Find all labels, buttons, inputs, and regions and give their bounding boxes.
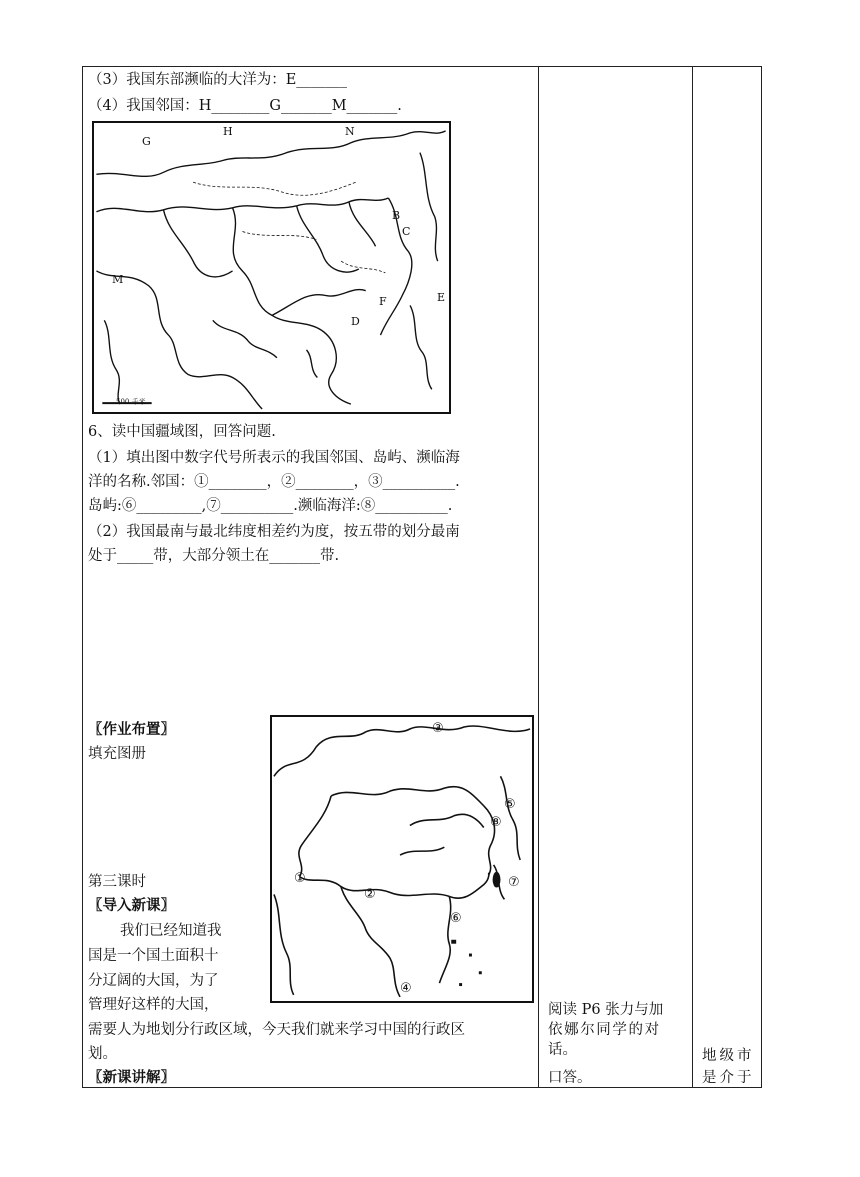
map-label-n: N [345, 125, 355, 138]
new-lesson-heading: 〖新课讲解〗 [88, 1069, 175, 1086]
map-label-h: H [223, 125, 233, 138]
map-label-c: C [402, 225, 411, 238]
question-6-1-line1: （1）填出图中数字代号所表示的我国邻国、岛屿、濒临海 [88, 450, 460, 466]
intro-heading: 〖导入新课〗 [88, 897, 175, 914]
student-activity-answer: 口答。 [548, 1070, 592, 1086]
intro-line-3: 分辽阔的大国，为了 [88, 973, 219, 989]
lesson-3-title: 第三课时 [88, 874, 146, 890]
china-territory-map [270, 715, 534, 1003]
column-divider-2 [692, 67, 693, 1087]
question-6-2-line2: 处于_____带，大部分领土在_______带. [88, 548, 340, 564]
asia-map-outline [94, 123, 449, 412]
map-scale: 500 千米 [116, 398, 146, 406]
question-4: （4）我国邻国：H________G_______M_______. [88, 98, 402, 114]
map-label-b: B [392, 209, 401, 222]
intro-line-5: 需要人为地划分行政区域，今天我们就来学习中国的行政区 [88, 1022, 465, 1038]
map2-label-3: ③ [432, 721, 444, 736]
china-map-outline [272, 717, 532, 1001]
map2-label-4: ④ [400, 981, 412, 996]
intro-line-1: 我们已经知道我 [120, 923, 222, 939]
student-activity-line-1: 阅读 P6 张力与加 [548, 1002, 664, 1018]
map2-label-5: ⑤ [504, 797, 516, 812]
question-6-1-line2: 洋的名称.邻国：①________，②________，③__________. [88, 474, 460, 490]
homework-text: 填充图册 [88, 746, 146, 762]
question-3: （3）我国东部濒临的大洋为：E_______ [88, 72, 348, 88]
map-label-f: F [379, 295, 387, 308]
question-6-title: 6、读中国疆域图，回答问题. [88, 424, 276, 440]
map2-label-6: ⑥ [450, 911, 462, 926]
intro-line-4: 管理好这样的大国， [88, 997, 219, 1013]
homework-heading: 〖作业布置〗 [88, 721, 175, 738]
student-activity-line-2: 依娜尔同学的对 [548, 1022, 661, 1038]
question-6-1-line3: 岛屿:⑥_________,⑦__________.濒临海洋:⑧__________. [88, 498, 453, 514]
intro-line-2: 国是一个国土面积十 [88, 948, 219, 964]
map2-label-7: ⑦ [508, 875, 520, 890]
notes-line-2: 是介于 [702, 1070, 755, 1086]
map2-label-8: ⑧ [490, 815, 502, 830]
intro-line-6: 划。 [88, 1046, 117, 1062]
map-label-g: G [142, 135, 151, 148]
column-divider-1 [538, 67, 539, 1087]
question-6-2-line1: （2）我国最南与最北纬度相差约为度，按五带的划分最南 [88, 524, 460, 540]
asia-map [92, 121, 451, 414]
notes-line-1: 地级市 [702, 1048, 755, 1064]
map-label-e: E [437, 291, 446, 304]
map-label-m: M [112, 273, 124, 286]
map2-label-2: ② [364, 887, 376, 902]
map2-label-1: ① [294, 871, 306, 886]
map-label-d: D [351, 315, 360, 328]
student-activity-line-3: 话。 [548, 1042, 577, 1058]
